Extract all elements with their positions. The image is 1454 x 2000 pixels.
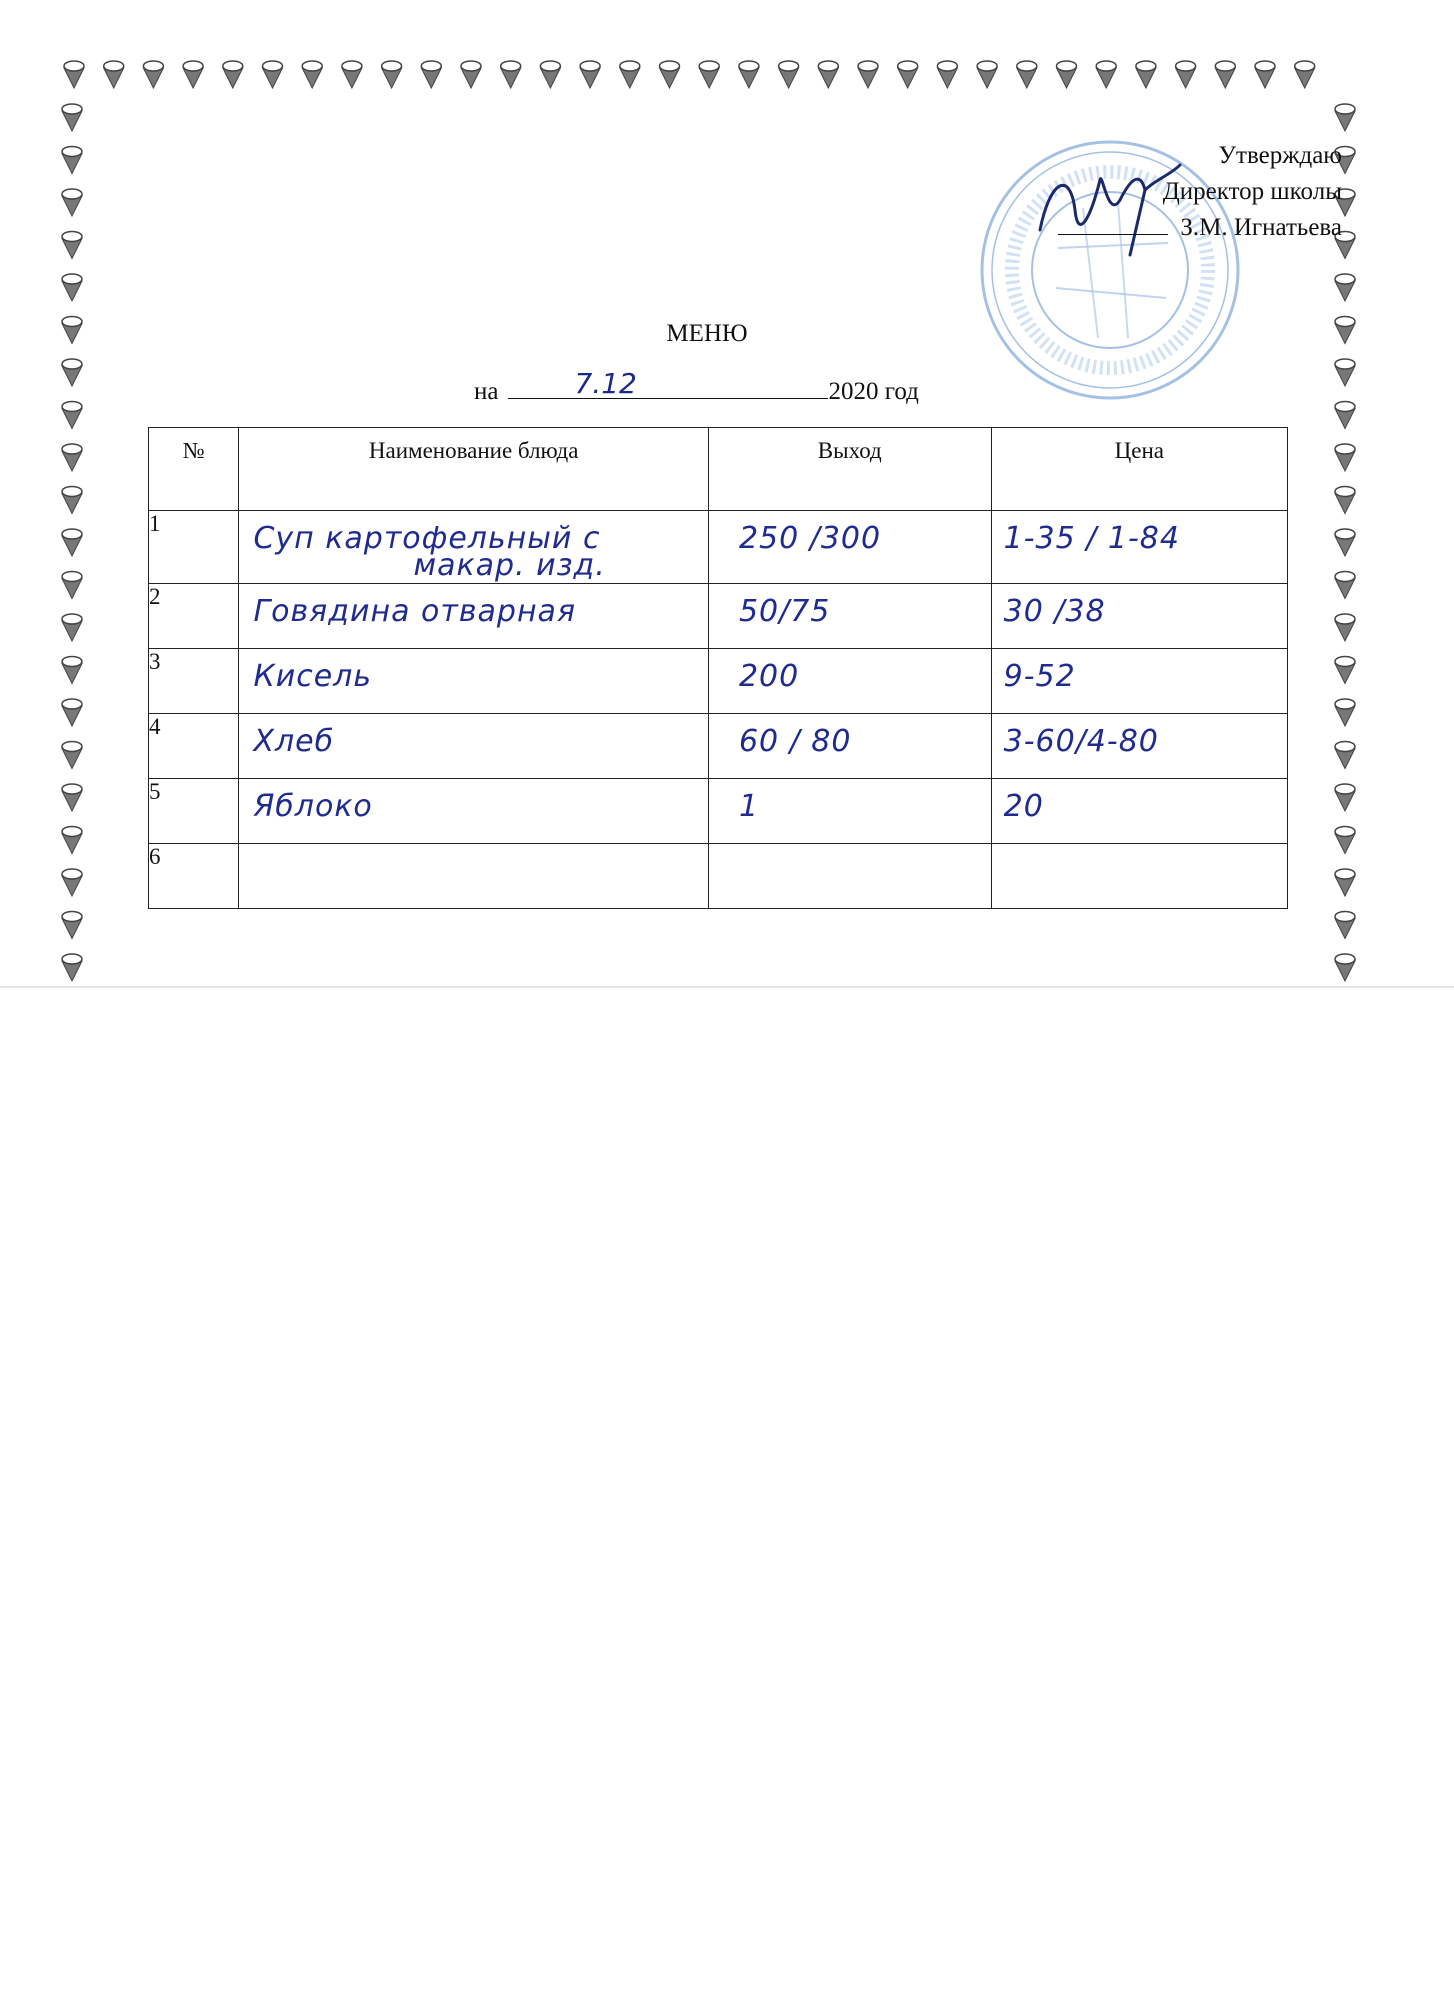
- border-cone-icon: [1335, 529, 1355, 556]
- border-cone-icon: [62, 189, 82, 216]
- dish-name-cell: [239, 714, 709, 779]
- price-value: 9-52: [1003, 659, 1076, 694]
- border-cone-icon: [62, 232, 82, 259]
- border-cone-icon: [620, 61, 640, 88]
- border-cone-icon: [1335, 444, 1355, 471]
- border-cone-icon: [62, 827, 82, 854]
- border-cone-icon: [1295, 61, 1315, 88]
- border-cone-icon: [1335, 104, 1355, 131]
- border-cone-icon: [1335, 869, 1355, 896]
- border-cone-icon: [64, 61, 84, 88]
- price-value: 30 /38: [1003, 594, 1106, 629]
- border-cone-icon: [1057, 61, 1077, 88]
- border-cone-icon: [1335, 827, 1355, 854]
- portion-value: 60 / 80: [738, 724, 852, 759]
- border-cone-icon: [104, 61, 124, 88]
- dish-name-cell: [239, 511, 709, 584]
- border-cone-icon: [580, 61, 600, 88]
- row-number: 3: [149, 649, 239, 714]
- portion-value: [709, 844, 991, 854]
- dish-name: [239, 511, 708, 583]
- portion-value: 50/75: [738, 594, 831, 629]
- table-row: [149, 584, 1288, 649]
- border-cone-icon: [62, 869, 82, 896]
- border-cone-icon: [660, 61, 680, 88]
- date-line: [474, 367, 919, 406]
- border-cone-icon: [858, 61, 878, 88]
- table-row: [149, 844, 1288, 909]
- signature-line: [1058, 234, 1168, 235]
- table-row: [149, 714, 1288, 779]
- header-number: №: [149, 428, 239, 511]
- border-cone-icon: [739, 61, 759, 88]
- price-cell: [991, 844, 1287, 909]
- portion-cell: [708, 714, 991, 779]
- approval-signer: [1058, 210, 1342, 246]
- border-cone-icon: [62, 912, 82, 939]
- border-cone-icon: [1335, 784, 1355, 811]
- price-cell: [991, 584, 1287, 649]
- border-cone-icon: [382, 61, 402, 88]
- border-cone-icon: [1335, 742, 1355, 769]
- portion-cell: [708, 844, 991, 909]
- dish-name: [239, 714, 708, 759]
- price-cell: [991, 511, 1287, 584]
- border-cone-icon: [62, 444, 82, 471]
- date-blank: [508, 367, 828, 400]
- table-row: [149, 649, 1288, 714]
- border-cone-icon: [1335, 954, 1355, 981]
- dish-name: [239, 649, 708, 694]
- border-cone-icon: [62, 529, 82, 556]
- dish-name-line1: Говядина отварная: [253, 594, 576, 629]
- border-cone-icon: [1096, 61, 1116, 88]
- border-cone-icon: [1335, 402, 1355, 429]
- border-cone-icon: [1335, 657, 1355, 684]
- border-cone-icon: [1215, 61, 1235, 88]
- border-cone-icon: [1335, 274, 1355, 301]
- border-cone-icon: [699, 61, 719, 88]
- header-portion: Выход: [708, 428, 991, 511]
- dish-name-cell: [239, 844, 709, 909]
- table-row: [149, 511, 1288, 584]
- header-dish-name: Наименование блюда: [239, 428, 709, 511]
- dish-name: [239, 779, 708, 824]
- approval-position: Директор школы: [1162, 178, 1342, 205]
- border-cone-icon: [1335, 487, 1355, 514]
- dish-name: [239, 584, 708, 629]
- border-cone-icon: [342, 61, 362, 88]
- border-cone-icon: [62, 359, 82, 386]
- table-header-row: [149, 428, 1288, 511]
- border-cone-icon: [1255, 61, 1275, 88]
- table-row: [149, 779, 1288, 844]
- portion-cell: [708, 649, 991, 714]
- border-cone-icon: [62, 487, 82, 514]
- approval-block: [1058, 138, 1342, 246]
- border-cone-icon: [62, 954, 82, 981]
- border-cone-icon: [1136, 61, 1156, 88]
- border-cone-icon: [1335, 699, 1355, 726]
- date-suffix: 2020 год: [828, 378, 919, 405]
- row-number: 5: [149, 779, 239, 844]
- border-cone-icon: [62, 402, 82, 429]
- scan-edge: [0, 986, 1454, 988]
- price-value: 3-60/4-80: [1003, 724, 1159, 759]
- menu-table-body: [149, 511, 1288, 909]
- dish-name-cell: [239, 584, 709, 649]
- border-cone-icon: [62, 274, 82, 301]
- border-cone-icon: [263, 61, 283, 88]
- dish-name: [239, 844, 708, 854]
- row-number: 6: [149, 844, 239, 909]
- portion-value: 250 /300: [738, 521, 882, 556]
- price-cell: [991, 779, 1287, 844]
- header-price: Цена: [991, 428, 1287, 511]
- border-cone-icon: [143, 61, 163, 88]
- row-number: 1: [149, 511, 239, 584]
- dish-name-line1: Кисель: [253, 659, 373, 694]
- border-cone-icon: [1335, 912, 1355, 939]
- border-cone-icon: [540, 61, 560, 88]
- border-cone-icon: [818, 61, 838, 88]
- dish-name-cell: [239, 779, 709, 844]
- row-number: 4: [149, 714, 239, 779]
- portion-value: 1: [738, 789, 760, 824]
- border-cone-icon: [421, 61, 441, 88]
- row-number: 2: [149, 584, 239, 649]
- border-cone-icon: [1176, 61, 1196, 88]
- menu-table: [148, 427, 1288, 909]
- border-cone-icon: [62, 742, 82, 769]
- page-title: МЕНЮ: [666, 320, 748, 347]
- border-cone-icon: [937, 61, 957, 88]
- border-cone-icon: [977, 61, 997, 88]
- dish-name-cell: [239, 649, 709, 714]
- portion-cell: [708, 779, 991, 844]
- portion-value: 200: [738, 659, 800, 694]
- border-cone-icon: [62, 572, 82, 599]
- price-value: 1-35 / 1-84: [1003, 521, 1180, 556]
- border-cone-icon: [1017, 61, 1037, 88]
- border-cone-icon: [1335, 359, 1355, 386]
- border-cone-icon: [62, 614, 82, 641]
- border-cone-icon: [501, 61, 521, 88]
- border-cone-icon: [779, 61, 799, 88]
- border-cone-icon: [62, 657, 82, 684]
- border-cone-icon: [62, 699, 82, 726]
- dish-name-line1: Яблоко: [253, 789, 373, 824]
- border-cone-icon: [62, 104, 82, 131]
- dish-name-line1: Хлеб: [253, 724, 335, 759]
- price-value: [992, 844, 1287, 854]
- date-prefix: на: [474, 378, 499, 405]
- price-value: 20: [1003, 789, 1044, 824]
- portion-cell: [708, 511, 991, 584]
- border-cone-icon: [1335, 614, 1355, 641]
- border-cone-icon: [183, 61, 203, 88]
- border-cone-icon: [62, 147, 82, 174]
- dish-name-line2: макар. изд.: [413, 548, 606, 583]
- price-cell: [991, 649, 1287, 714]
- approval-signer-name: З.М. Игнатьева: [1180, 214, 1342, 241]
- portion-cell: [708, 584, 991, 649]
- border-cone-icon: [461, 61, 481, 88]
- dish-name-line1: Суп картофельный с: [253, 521, 601, 556]
- border-cone-icon: [302, 61, 322, 88]
- border-cone-icon: [62, 784, 82, 811]
- price-cell: [991, 714, 1287, 779]
- border-cone-icon: [1335, 572, 1355, 599]
- date-handwritten: 7.12: [574, 367, 637, 400]
- approval-title: Утверждаю: [1218, 142, 1342, 169]
- border-cone-icon: [223, 61, 243, 88]
- border-cone-icon: [898, 61, 918, 88]
